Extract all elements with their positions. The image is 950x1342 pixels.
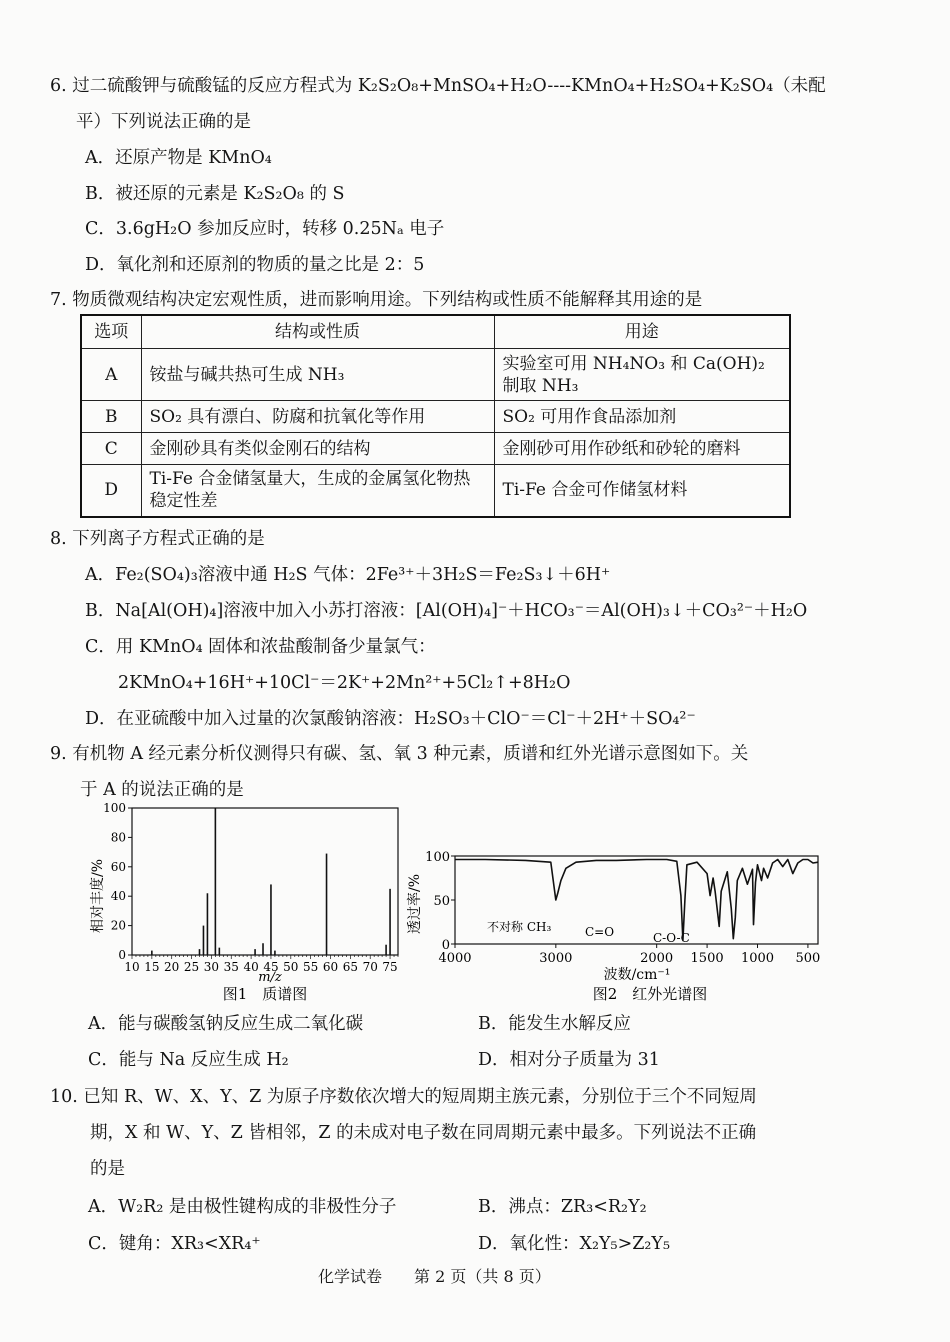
table-row — [81, 465, 790, 517]
ms-ytick-label: 100 — [103, 801, 126, 815]
ms-xtick-label: 20 — [164, 960, 180, 974]
mass-spectrum-chart — [80, 800, 410, 1010]
row-prop: SO₂ 具有漂白、防腐和抗氧化等作用 — [141, 401, 494, 433]
q8-stem: 8. 下列离子方程式正确的是 — [50, 529, 265, 549]
q10-stem-line1: 10. 已知 R、W、X、Y、Z 为原子序数依次增大的短周期主族元素，分别位于三个不同短周 — [50, 1087, 757, 1107]
ms-xtick-label: 10 — [124, 960, 140, 974]
row-key: A — [81, 349, 141, 401]
q7-table — [80, 314, 791, 518]
ms-xtick-label: 45 — [263, 960, 279, 974]
q8-option-d: D．在亚硫酸中加入过量的次氯酸钠溶液：H₂SO₃＋ClO⁻＝Cl⁻＋2H⁺＋SO₄²⁻ — [85, 709, 696, 729]
q6-option-b: B．被还原的元素是 K₂S₂O₈ 的 S — [85, 184, 345, 204]
q6-stem-line2: 平）下列说法正确的是 — [76, 112, 251, 132]
ms-xtick-label: 30 — [203, 960, 220, 974]
ms-title: 图1 质谱图 — [222, 985, 308, 1003]
ms-xtick-label: 75 — [382, 960, 398, 974]
q7-header-prop: 结构或性质 — [141, 315, 494, 349]
q6-option-c: C．3.6gH₂O 参加反应时，转移 0.25Nₐ 电子 — [85, 219, 445, 239]
q6-option-a: A．还原产物是 KMnO₄ — [85, 148, 272, 168]
row-prop: 铵盐与碱共热可生成 NH₃ — [141, 349, 494, 401]
row-use: 金刚砂可用作砂纸和砂轮的磨料 — [494, 433, 790, 465]
ms-xtick-label: 70 — [362, 960, 378, 974]
ms-xlabel: m/z — [258, 970, 282, 985]
row-use: SO₂ 可用作食品添加剂 — [494, 401, 790, 433]
ir-ytick-label: 100 — [425, 850, 450, 865]
q9-stem-line2: 于 A 的说法正确的是 — [80, 780, 244, 800]
row-key: B — [81, 401, 141, 433]
table-row — [81, 401, 790, 433]
ir-xtick-label: 4000 — [438, 951, 472, 966]
q10-stem-line2: 期，X 和 W、Y、Z 皆相邻，Z 的未成对电子数在同周期元素中最多。下列说法不正确 — [90, 1123, 757, 1143]
ir-ytick-label: 50 — [433, 894, 450, 909]
q10-option-c: C．键角：XR₃<XR₄⁺ — [88, 1234, 261, 1254]
ms-xtick-label: 15 — [144, 960, 160, 974]
ms-xtick-label: 50 — [283, 960, 299, 974]
row-prop: 金刚砂具有类似金刚石的结构 — [141, 433, 494, 465]
table-row — [81, 433, 790, 465]
ms-ylabel: 相对丰度/% — [90, 858, 106, 934]
ir-xlabel: 波数/cm⁻¹ — [603, 967, 671, 983]
row-use: Ti-Fe 合金可作储氢材料 — [494, 465, 790, 517]
q8-option-c: C．用 KMnO₄ 固体和浓盐酸制备少量氯气： — [85, 637, 436, 657]
ms-ytick-label: 0 — [118, 948, 126, 962]
q9-option-b: B．能发生水解反应 — [478, 1014, 631, 1034]
row-key: C — [81, 433, 141, 465]
ms-xtick-label: 65 — [342, 960, 358, 974]
q9-stem-line1: 9. 有机物 A 经元素分析仪测得只有碳、氢、氧 3 种元素，质谱和红外光谱示意图如下。关 — [50, 744, 749, 764]
ms-xtick-label: 60 — [322, 960, 339, 974]
ms-ytick-label: 80 — [110, 830, 126, 845]
q6-option-d: D．氧化剂和还原剂的物质的量之比是 2：5 — [85, 255, 425, 275]
q7-table-header — [81, 315, 790, 349]
ms-xtick-label: 25 — [183, 960, 200, 974]
q8-option-c-equation: 2KMnO₄+16H⁺+10Cl⁻＝2K⁺+2Mn²⁺+5Cl₂↑+8H₂O — [118, 673, 571, 693]
ms-ytick-label: 60 — [110, 859, 126, 874]
ir-xtick-label: 500 — [795, 951, 821, 966]
q7-header-key: 选项 — [81, 315, 141, 349]
page-footer: 化学试卷 第 2 页（共 8 页） — [318, 1267, 551, 1286]
row-prop: Ti-Fe 合金储氢量大，生成的金属氢化物热稳定性差 — [141, 465, 494, 517]
ir-annotation-co: C=O — [585, 925, 615, 939]
q6-stem-line1: 6. 过二硫酸钾与硫酸锰的反应方程式为 K₂S₂O₈+MnSO₄+H₂O----KMnO₄+H₂SO₄+K₂SO₄（未配 — [50, 76, 826, 96]
q9-option-d: D．相对分子质量为 31 — [478, 1050, 660, 1070]
ir-annotation-coc: C-O-C — [653, 931, 690, 945]
ir-xtick-label: 3000 — [539, 951, 573, 966]
q10-option-a: A．W₂R₂ 是由极性键构成的非极性分子 — [88, 1197, 397, 1217]
ir-title: 图2 红外光谱图 — [592, 985, 708, 1003]
row-key: D — [81, 465, 141, 517]
q10-stem-line3: 的是 — [90, 1159, 125, 1179]
ir-xtick-label: 1000 — [740, 951, 775, 966]
row-use: 实验室可用 NH₄NO₃ 和 Ca(OH)₂ 制取 NH₃ — [494, 349, 790, 401]
ms-xtick-label: 55 — [303, 960, 319, 974]
q8-option-b: B．Na[Al(OH)₄]溶液中加入小苏打溶液：[Al(OH)₄]⁻＋HCO₃⁻＝Al(OH)₃↓＋CO₃²⁻＋H₂O — [85, 601, 808, 621]
table-row — [81, 349, 790, 401]
ir-xtick-label: 2000 — [640, 951, 674, 966]
ms-plot-frame — [132, 808, 398, 955]
q10-option-d: D．氧化性：X₂Y₅>Z₂Y₅ — [478, 1234, 670, 1254]
ir-xtick-label: 1500 — [690, 951, 724, 966]
q9-option-c: C．能与 Na 反应生成 H₂ — [88, 1050, 289, 1070]
ir-annotation-ch3: 不对称 CH₃ — [487, 920, 552, 934]
ir-spectrum-chart — [405, 846, 825, 1010]
q10-option-b: B．沸点：ZR₃<R₂Y₂ — [478, 1197, 647, 1217]
q7-header-use: 用途 — [494, 315, 790, 349]
q7-stem: 7. 物质微观结构决定宏观性质，进而影响用途。下列结构或性质不能解释其用途的是 — [50, 290, 703, 310]
ir-ylabel: 透过率/% — [407, 873, 423, 935]
ms-ytick-label: 40 — [110, 889, 126, 904]
ir-ytick-label: 0 — [441, 938, 450, 953]
q8-option-a: A．Fe₂(SO₄)₃溶液中通 H₂S 气体：2Fe³⁺＋3H₂S＝Fe₂S₃↓＋6H⁺ — [85, 565, 611, 585]
ms-xtick-label: 35 — [223, 960, 239, 974]
ms-ytick-label: 20 — [110, 918, 126, 933]
q9-option-a: A．能与碳酸氢钠反应生成二氧化碳 — [88, 1014, 364, 1034]
ms-xtick-label: 40 — [243, 960, 259, 974]
